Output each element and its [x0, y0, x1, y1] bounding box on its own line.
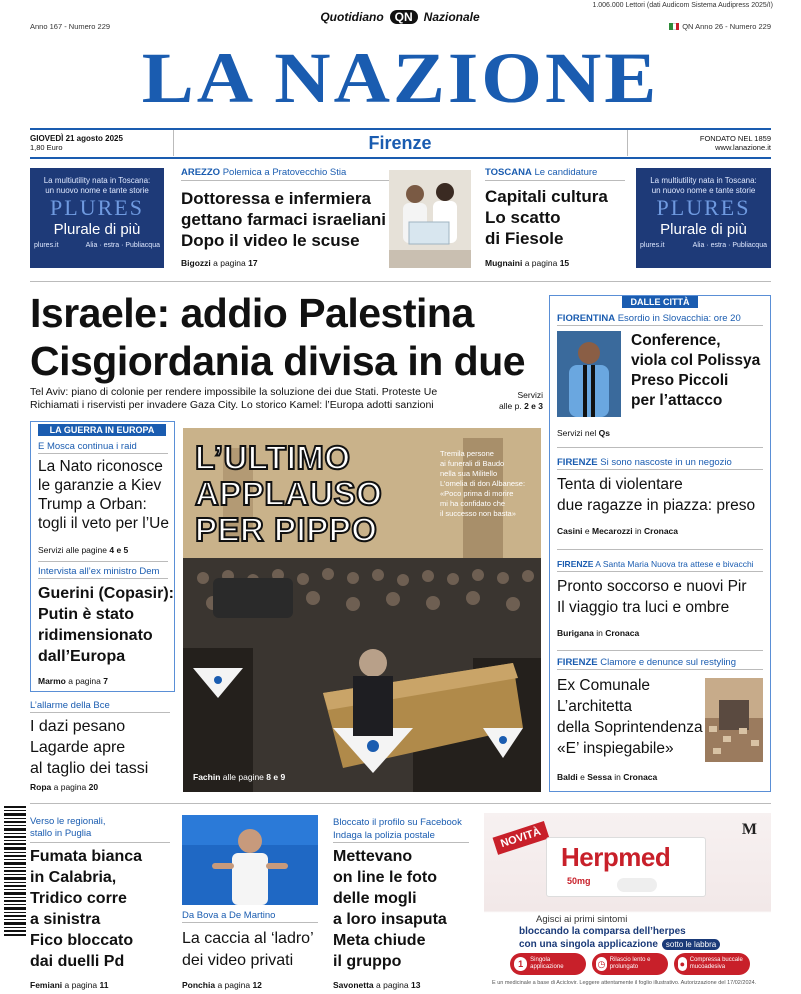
photo-caption: Tremila persone ai funerali di Baudo nella sua Militello L’omelia di don Albanese: «Poco prima di morire mi ha confidato che il successo non basta» — [440, 449, 526, 518]
war-kicker-1: E Mosca continua i raid — [38, 441, 137, 452]
lead-headline-2[interactable]: Cisgiordania divisa in due — [30, 338, 526, 384]
war-kicker-2: Intervista all’ex ministro Dem — [38, 566, 160, 577]
bottom1-kicker: Verso le regionali, stallo in Puglia — [30, 816, 106, 839]
herpmed-feature-1: 1 Singola applicazione — [510, 953, 586, 975]
toscana-credit: Mugnaini a pagina 15 — [485, 258, 570, 268]
herpmed-footer: È un medicinale a base di Aciclovir. Leggere attentamente il foglio illustrativo. Autorizzazione del 17/02/2024. — [492, 980, 757, 986]
masthead-title: LA NAZIONE — [141, 37, 660, 118]
city-s1-headline[interactable]: Conference, viola col Polissya Preso Piccoli per l’attacco — [631, 332, 761, 409]
plures-ad-left[interactable]: La multiutility nata in Toscana: un nuovo nome e tante storie PLURES Plurale di più plures.it Alia · estra · Publiacqua — [30, 168, 164, 268]
arezzo-headline[interactable]: Dottoressa e infermiera gettano farmaci israeliani Dopo il video le scuse — [181, 189, 387, 250]
italy-flag-icon — [669, 23, 679, 30]
bce-credit: Ropa a pagina 20 — [30, 782, 99, 792]
piccoli-photo — [557, 331, 621, 417]
herpmed-dose: 50mg — [567, 876, 591, 886]
war-credit-2: Marmo a pagina 7 — [38, 676, 108, 686]
city-s3-headline[interactable]: Pronto soccorso e nuovi Pir Il viaggio tra luci e ombre — [557, 578, 747, 616]
readers-note: 1.006.000 Lettori (dati Audicom Sistema Audipress 2025/I) — [592, 2, 773, 9]
clock-icon: ◷ — [597, 959, 606, 969]
speaker-photo — [182, 815, 318, 905]
herpmed-feature-2: ◷ Rilascio lento e prolungato — [592, 953, 668, 975]
plures-brand: PLURES — [656, 195, 751, 221]
herpmed-line3: con una singola applicazione — [519, 939, 658, 950]
city-s4-headline[interactable]: Ex Comunale L’architetta della Soprintendenza «E’ inspiegabile» — [557, 677, 703, 757]
arezzo-kicker: AREZZO Polemica a Pratovecchio Stia — [181, 167, 347, 178]
city-s1-credit: Servizi nel Qs — [557, 428, 610, 438]
bottom3-headline[interactable]: Mettevano on line le foto delle mogli a loro insaputa Meta chiude il gruppo — [333, 848, 447, 970]
bottom2-headline[interactable]: La caccia al ‘ladro’ dei video privati — [182, 930, 314, 969]
city-s2-kicker: FIRENZE Si sono nascoste in un negozio — [557, 457, 732, 468]
qn-brand — [300, 8, 500, 26]
bce-kicker: L’allarme della Bce — [30, 700, 110, 711]
founded: FONDATO NEL 1859 — [699, 134, 771, 143]
bottom1-credit: Femiani a pagina 11 — [30, 980, 109, 990]
herpmed-chip: sotto le labbra — [662, 939, 720, 950]
qn-left: Quotidiano — [320, 10, 384, 24]
herpmed-line2: bloccando la comparsa dell’herpes — [519, 926, 686, 937]
city-s2-credit: Casini e Mecarozzi in Cronaca — [557, 526, 679, 536]
qn-right: Nazionale — [423, 10, 480, 24]
war-credit-1: Servizi alle pagine 4 e 5 — [38, 545, 129, 555]
issue-date: GIOVEDÌ 21 agosto 2025 — [30, 134, 123, 143]
lead-summary: Tel Aviv: piano di colonie per rendere impossibile la soluzione dei due Stati. Proteste Ue Richiamati i riservisti per invadere Gaza City. Lo storico Kamel: l’Europa adotti sanzioni — [30, 386, 438, 411]
herpmed-logo-mark: M — [741, 821, 757, 838]
city-s4-kicker: FIRENZE Clamore e denunce sul restyling — [557, 657, 736, 668]
city-s4-credit: Baldi e Sessa in Cronaca — [557, 772, 658, 782]
herpmed-feature-3: ● Compressa buccale mucoadesiva — [674, 953, 750, 975]
date-line — [30, 134, 123, 152]
city-s2-headline[interactable]: Tenta di violentare due ragazze in piazza: preso — [557, 476, 756, 514]
herpmed-ad[interactable] — [484, 813, 771, 991]
bottom1-headline[interactable]: Fumata bianca in Calabria, Tridico corre a sinistra Fico bloccato dai duelli Pd — [30, 848, 143, 970]
war-tag: LA GUERRA IN EUROPA — [38, 424, 166, 436]
issue-right: QN Anno 26 - Numero 229 — [682, 22, 771, 31]
issue-left: Anno 167 - Numero 229 — [30, 22, 111, 31]
bottom2-kicker: Da Bova a De Martino — [182, 910, 276, 921]
bottom3-credit: Savonetta a pagina 13 — [333, 980, 421, 990]
toscana-kicker: TOSCANA Le candidature — [485, 167, 598, 178]
war-headline-1[interactable]: La Nato riconosce le garanzie a Kiev Trump a Orban: togli il veto per l’Ue — [38, 458, 169, 532]
herpmed-box — [546, 837, 706, 897]
lead-services: Servizi alle p. 2 e 3 — [499, 390, 543, 411]
website-link[interactable]: www.lanazione.it — [715, 143, 771, 152]
comunale-photo — [705, 678, 763, 762]
bottom3-kicker: Bloccato il profilo su Facebook Indaga la polizia postale — [333, 817, 462, 841]
photo-overlay-title: L’ULTIMO APPLAUSO PER PIPPO — [195, 439, 383, 548]
city-s3-credit: Burigana in Cronaca — [557, 628, 640, 638]
bottom2-credit: Ponchia a pagina 12 — [182, 980, 262, 990]
plures-brand: PLURES — [50, 195, 144, 221]
masthead-rule-bottom — [30, 157, 771, 159]
qn-logo: QN — [390, 10, 418, 24]
issue-right-wrap — [669, 22, 771, 31]
herpmed-line1: Agisci ai primi sintomi — [536, 914, 628, 925]
arezzo-credit: Bigozzi a pagina 17 — [181, 258, 258, 268]
plures-ad-right[interactable]: La multiutility nata in Toscana: un nuovo nome e tante storie PLURES Plurale di più plures.it Alia · estra · Publiacqua — [636, 168, 771, 268]
photo-credit: Fachin alle pagine 8 e 9 — [193, 772, 286, 782]
city-s1-kicker: FIORENTINA Esordio in Slovacchia: ore 20 — [557, 313, 741, 324]
barcode — [4, 806, 26, 936]
tablet-icon: ● — [679, 959, 686, 969]
issue-price: 1,80 Euro — [30, 143, 63, 152]
nurses-photo — [389, 170, 471, 268]
city-s3-kicker: FIRENZE A Santa Maria Nuova tra attese e bivacchi — [557, 559, 754, 569]
masthead-rule-top — [30, 128, 771, 130]
founded-line — [700, 134, 771, 152]
bce-headline[interactable]: I dazi pesano Lagarde apre al taglio dei tassi — [30, 718, 149, 777]
lead-headline-1[interactable]: Israele: addio Palestina — [30, 290, 474, 336]
herpmed-badge: NOVITÀ — [493, 821, 550, 855]
one-icon: 1 — [514, 957, 527, 971]
war-headline-2[interactable]: Guerini (Copasir): Putin è stato ridimensionato dall’Europa — [38, 585, 175, 665]
edition-city: Firenze — [368, 133, 432, 153]
toscana-headline[interactable]: Capitali cultura Lo scatto di Fiesole — [485, 187, 608, 248]
herpmed-brand: Herpmed — [561, 842, 671, 872]
city-tag: DALLE CITTÀ — [622, 296, 698, 308]
